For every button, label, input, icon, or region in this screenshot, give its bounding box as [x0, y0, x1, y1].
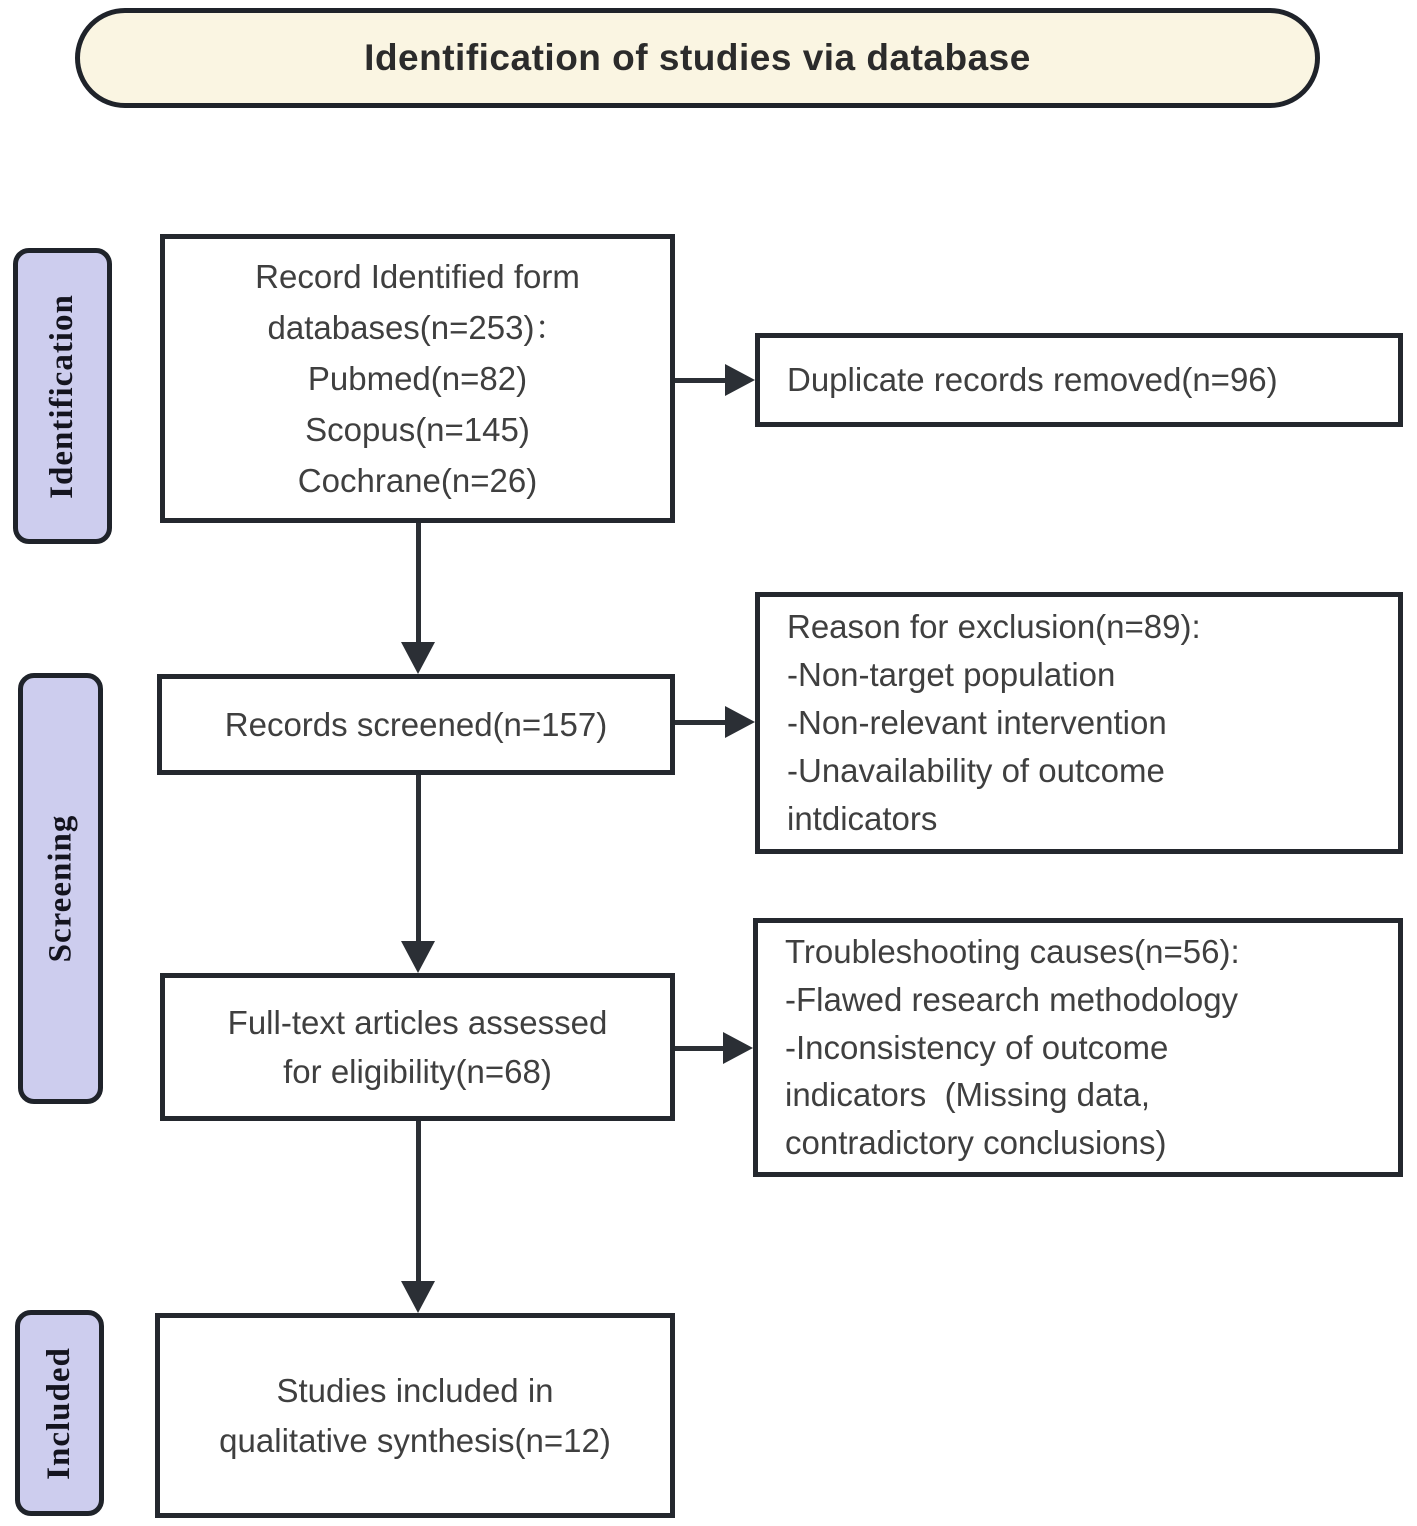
records-identified-line: databases(n=253)：: [267, 308, 568, 346]
fulltext-assessed-line: Full-text articles assessed: [227, 1003, 608, 1041]
records-identified-line: Cochrane(n=26): [297, 462, 538, 500]
troubleshooting-causes-line: Troubleshooting causes(n=56):: [785, 932, 1240, 970]
troubleshooting-causes-line: -Inconsistency of outcome: [785, 1028, 1169, 1066]
stage-label-identification: [13, 248, 112, 544]
exclusion-reasons-line: -Non-relevant intervention: [787, 704, 1167, 742]
exclusion-reasons-line: intdicators: [787, 799, 938, 837]
arrow-screened-to-fulltext: [416, 775, 421, 945]
records-identified-line: Pubmed(n=82): [307, 359, 528, 397]
studies-included-line: qualitative synthesis(n=12): [219, 1421, 611, 1459]
box-troubleshooting-causes: [753, 918, 1403, 1177]
stage-label-identification-text: Identification: [44, 293, 81, 499]
arrowhead-right-icon: [723, 1032, 753, 1064]
box-duplicates-removed: [755, 333, 1403, 427]
diagram-title-banner: [75, 8, 1320, 108]
box-records-screened: [157, 674, 675, 775]
arrowhead-down-icon: [401, 1281, 435, 1313]
arrowhead-right-icon: [725, 364, 755, 396]
box-records-identified: [160, 234, 675, 523]
duplicates-removed-text: Duplicate records removed(n=96): [787, 361, 1278, 399]
records-screened-text: Records screened(n=157): [224, 705, 608, 743]
records-identified-line: Record Identified form: [255, 257, 580, 295]
diagram-title: Identification of studies via database: [364, 37, 1031, 78]
fulltext-assessed-line: for eligibility(n=68): [283, 1053, 552, 1090]
records-identified-line: Scopus(n=145): [305, 411, 530, 449]
stage-label-screening-text: Screening: [42, 814, 79, 963]
arrow-screened-to-exclusion: [675, 720, 729, 725]
arrow-fulltext-to-troubleshooting: [675, 1046, 727, 1051]
arrowhead-down-icon: [401, 941, 435, 973]
box-fulltext-assessed: [160, 973, 675, 1121]
box-exclusion-reasons: [755, 592, 1403, 854]
stage-label-included: [15, 1310, 104, 1516]
arrow-fulltext-to-included: [416, 1121, 421, 1285]
exclusion-reasons-line: Reason for exclusion(n=89):: [787, 608, 1201, 646]
arrow-identified-to-screened: [416, 523, 421, 647]
arrow-identified-to-duplicates: [675, 378, 729, 383]
troubleshooting-causes-line: indicators (Missing data,: [785, 1076, 1150, 1114]
troubleshooting-causes-line: -Flawed research methodology: [785, 980, 1239, 1018]
box-studies-included: [155, 1313, 675, 1518]
exclusion-reasons-line: -Non-target population: [787, 656, 1116, 694]
troubleshooting-causes-line: contradictory conclusions): [785, 1124, 1167, 1162]
arrowhead-down-icon: [401, 642, 435, 674]
exclusion-reasons-line: -Unavailability of outcome: [787, 751, 1165, 789]
arrowhead-right-icon: [725, 706, 755, 738]
studies-included-line: Studies included in: [276, 1372, 554, 1409]
stage-label-included-text: Included: [41, 1346, 77, 1480]
stage-label-screening: [18, 673, 103, 1104]
